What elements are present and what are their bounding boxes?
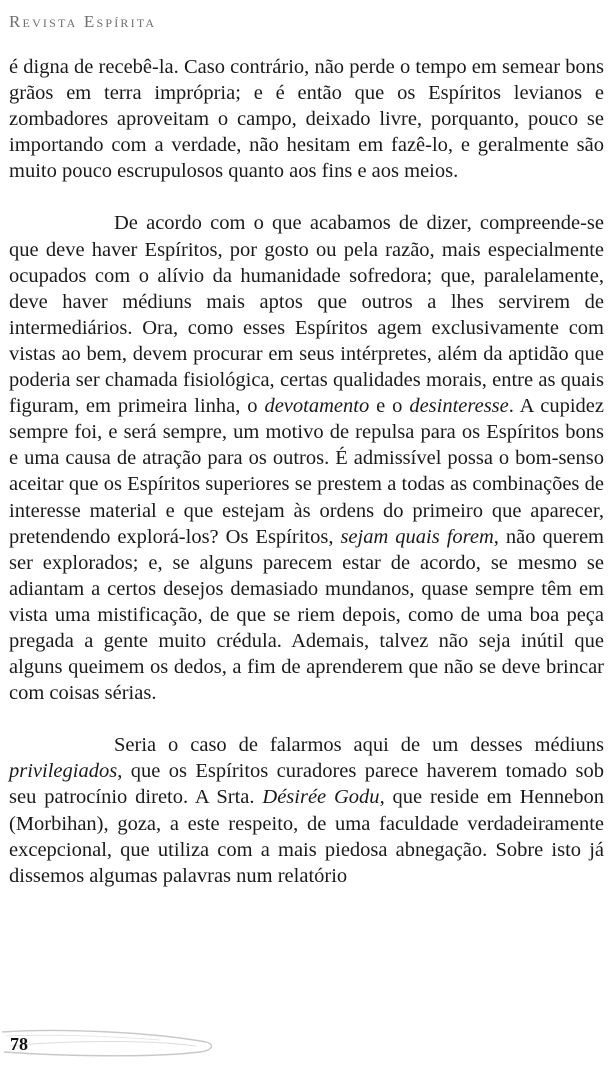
paragraph-2	[9, 210, 604, 706]
paragraph-3	[9, 732, 604, 889]
text-run: é digna de recebê-la. Caso contrário, não perde o tempo em semear bons grãos em terra imprópria; e é então que os Espíritos levianos e zombadores aproveitam o campo, deixado livre, porquanto, pouco se importando com a verdade, não hesitam em fazê-lo, e geralmente são muito pouco escrupulosos quanto aos fins e aos meios.	[9, 56, 604, 183]
text-run: e o	[369, 395, 410, 418]
text-run: , que reside em Hennebon (Morbihan), goza, a este respeito, de uma faculdade verdadeiramente excepcional, que utiliza com a mais piedosa abnegação. Sobre isto já dissemos algumas palavras num relatório	[9, 786, 604, 887]
page-number: 78	[10, 1034, 28, 1054]
text-run: , não querem ser explorados; e, se alguns parecem estar de acordo, se mesmo se adiantam a certos desejos demasiado mundanos, quase sempre têm em vista uma mistificação, de que se riem depois, como de uma boa peça pregada a gente muito crédula. Ademais, talvez não seja inútil que alguns queimem os dedos, a fim de aprenderem que não se deve brincar com coisas sérias.	[9, 525, 604, 705]
italic-phrase: devotamento	[264, 395, 370, 418]
italic-phrase: sejam quais forem	[340, 525, 494, 548]
text-run: , que os Espíritos curadores parece haverem tomado sob seu patrocínio direto. A Srta.	[9, 760, 604, 809]
running-head: Revista Espírita	[9, 12, 157, 31]
text-run: De acordo com o que acabamos de dizer, compreende-se que deve haver Espíritos, por gosto ou pela razão, mais especialmente ocupados com o alívio da humanidade sofredora; que, paralelamente, deve haver médiuns mais aptos que outros a lhes servirem de intermediários. Ora, como esses Espíritos agem exclusivamente com vistas ao bem, devem procurar em seus intérpretes, além da aptidão que poderia ser chamada fisiológica, certas qualidades morais, entre as quais figuram, em primeira linha, o	[9, 212, 604, 418]
italic-phrase: desinteresse	[409, 395, 509, 418]
text-run: . A cupidez sempre foi, e será sempre, um motivo de repulsa para os Espíritos bons e uma causa de atração para os outros. É admissível possa o bom-senso aceitar que os Espíritos superiores se prestem a todas as combinações de interesse material e que estejam às ordens do primeiro que aparecer, pretendendo explorá-los? Os Espíritos,	[9, 395, 604, 548]
swoosh-ornament	[0, 1026, 230, 1064]
paragraph-1	[9, 54, 604, 184]
text-run: Seria o caso de falarmos aqui de um desses médiuns	[114, 734, 604, 757]
page-footer	[0, 1026, 230, 1064]
italic-phrase: Désirée Godu	[262, 786, 380, 809]
italic-phrase: privilegiados	[9, 760, 118, 783]
page-body	[9, 54, 604, 889]
